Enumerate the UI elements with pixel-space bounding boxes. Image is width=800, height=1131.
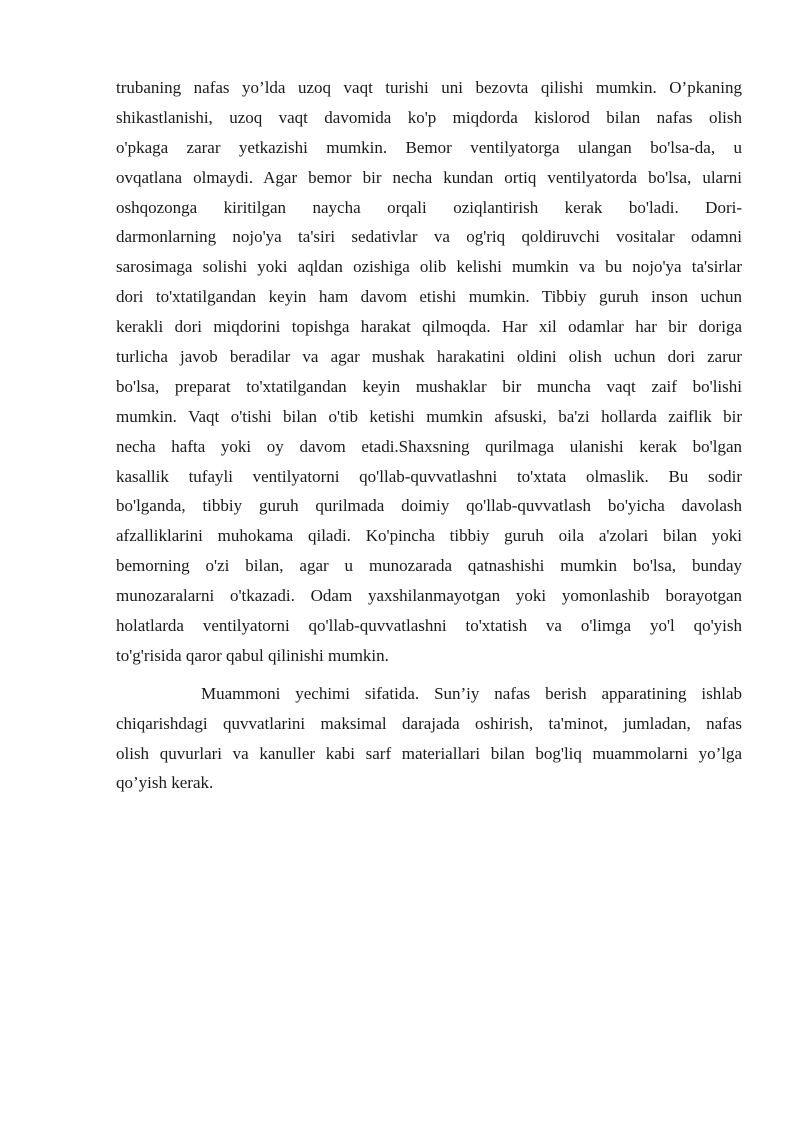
text-line: chiqarishdagi quvvatlarini maksimal darajada oshirish, ta'minot, jumladan, nafas [116, 713, 742, 733]
text-line: kasallik tufayli ventilyatorni qo'llab-quvvatlashni to'xtata olmaslik. Bu sodir [116, 466, 742, 486]
text-line: turlicha javob beradilar va agar mushak harakatini oldini olish uchun dori zarur [116, 347, 742, 367]
text-line: olish quvurlari va kanuller kabi sarf materiallari bilan bog'liq muammolarni yo’lga [116, 743, 742, 763]
text-line: dori to'xtatilgandan keyin ham davom etishi mumkin. Tibbiy guruh inson uchun [116, 287, 742, 307]
text-line: mumkin. Vaqt o'tishi bilan o'tib ketishi mumkin afsuski, ba'zi hollarda zaiflik bir [116, 406, 742, 426]
text-line: necha hafta yoki oy davom etadi.Shaxsning qurilmaga ulanishi kerak bo'lgan [116, 436, 742, 456]
text-line: bo'lganda, tibbiy guruh qurilmada doimiy qo'llab-quvvatlash bo'yicha davolash [116, 496, 742, 516]
document-page [116, 73, 742, 798]
text-line: oshqozonga kiritilgan naycha orqali oziqlantirish kerak bo'ladi. Dori- [116, 197, 742, 217]
paragraph-spacer [116, 671, 742, 679]
text-line: Muammoni yechimi sifatida. Sun’iy nafas berish apparatining ishlab [201, 683, 742, 703]
text-line: bo'lsa, preparat to'xtatilgandan keyin mushaklar bir muncha vaqt zaif bo'lishi [116, 376, 742, 396]
text-line: ovqatlana olmaydi. Agar bemor bir necha kundan ortiq ventilyatorda bo'lsa, ularni [116, 167, 742, 187]
text-line: kerakli dori miqdorini topishga harakat qilmoqda. Har xil odamlar har bir doriga [116, 317, 742, 337]
text-line: trubaning nafas yo’lda uzoq vaqt turishi uni bezovta qilishi mumkin. O’pkaning [116, 78, 742, 97]
text-line: holatlarda ventilyatorni qo'llab-quvvatlashni to'xtatish va o'limga yo'l qo'yish [116, 616, 742, 636]
paragraph-1 [116, 73, 742, 671]
text-line: to'g'risida qaror qabul qilinishi mumkin. [116, 645, 389, 665]
paragraph-2 [116, 679, 742, 799]
text-line: qo’yish kerak. [116, 773, 214, 793]
text-line: sarosimaga solishi yoki aqldan ozishiga olib kelishi mumkin va bu nojo'ya ta'sirlar [116, 257, 742, 277]
text-line: afzalliklarini muhokama qiladi. Ko'pincha tibbiy guruh oila a'zolari bilan yoki [116, 526, 742, 546]
text-line: shikastlanishi, uzoq vaqt davomida ko'p miqdorda kislorod bilan nafas olish [116, 107, 742, 127]
text-line: o'pkaga zarar yetkazishi mumkin. Bemor ventilyatorga ulangan bo'lsa-da, u [116, 137, 742, 157]
text-line: bemorning o'zi bilan, agar u munozarada qatnashishi mumkin bo'lsa, bunday [116, 556, 742, 576]
text-line: munozaralarni o'tkazadi. Odam yaxshilanmayotgan yoki yomonlashib borayotgan [116, 586, 742, 606]
text-line: darmonlarning nojo'ya ta'siri sedativlar va og'riq qoldiruvchi vositalar odamni [116, 227, 742, 247]
